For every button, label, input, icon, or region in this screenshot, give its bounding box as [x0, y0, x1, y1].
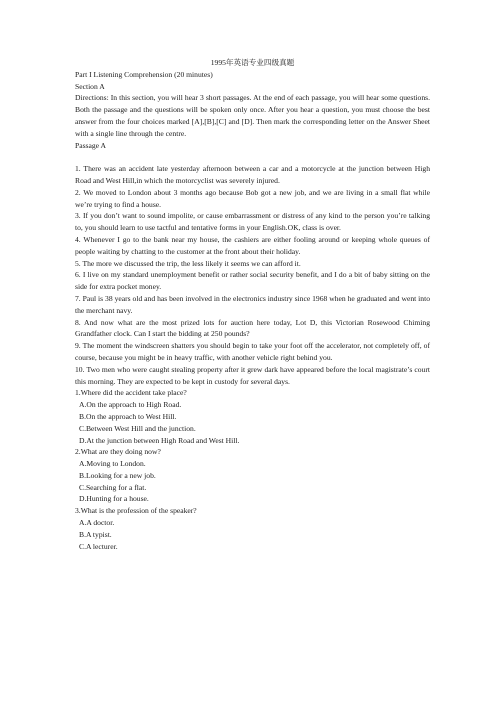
sentence-item: 1. There was an accident late yesterday afternoon between a car and a motorcycle at the junction between High Road and West Hill,in which the motorcyclist was severely injured.: [75, 164, 430, 185]
answer-option: A.A doctor.: [79, 518, 115, 528]
passage-heading: Passage A: [75, 140, 107, 150]
blank-line: [75, 151, 430, 163]
sentence-item: 7. Paul is 38 years old and has been involved in the electronics industry since 1968 when he graduated and went into the merchant navy.: [75, 293, 430, 315]
sentence-item: 10. Two men who were caught stealing property after it grew dark have appeared before the local magistrate’s court this morning. They are expected to be kept in custody for several days.: [75, 364, 430, 386]
question-stem: 1.Where did the accident take place?: [75, 388, 187, 398]
sentence-item: 9. The moment the windscreen shatters you should begin to take your foot off the accelerator, not completely off, of course, because you might be in heavy traffic, with another vehicle right behind you.: [75, 341, 430, 362]
question-item: [75, 446, 430, 505]
sentence-item: 2. We moved to London about 3 months ago because Bob got a new job, and we are living in a small flat while we’re trying to find a house.: [75, 187, 430, 209]
directions-paragraph: Directions: In this section, you will hear 3 short passages. At the end of each passage, you will hear some questions. Both the passage and the questions will be spoken only once. After you hear a question, you must choose the best answer from the four choices marked [A],[B],[C] and [D]. Then mark the corresponding letter on the Answer Sheet with a single line through the centre.: [75, 93, 430, 138]
sentence-item: 3. If you don’t want to sound impolite, or cause embarrassment or distress of any kind to the person you’re talking to, you should learn to use tactful and tentative forms in your English.OK, class is over.: [75, 211, 430, 233]
answer-option: B.A typist.: [79, 529, 112, 539]
answer-option: D.At the junction between High Road and West Hill.: [79, 435, 240, 445]
sentence-item: 6. I live on my standard unemployment benefit or rather social security benefit, and I do a bit of baby sitting on the side for extra pocket money.: [75, 270, 430, 292]
part-heading: Part I Listening Comprehension (20 minutes): [75, 69, 213, 79]
question-item: [75, 387, 430, 446]
answer-option: C.Searching for a flat.: [79, 482, 147, 492]
question-list: [75, 387, 430, 552]
question-stem: 2.What are they doing now?: [75, 447, 161, 457]
answer-option: A.On the approach to High Road.: [79, 400, 182, 410]
answer-option: D.Hunting for a house.: [79, 494, 149, 504]
section-heading: Section A: [75, 81, 105, 91]
sentence-item: 4. Whenever I go to the bank near my house, the cashiers are either fooling around or keeping whole queues of people waiting by chatting to the customer at the front about their holiday.: [75, 234, 430, 256]
sentence-item: 8. And now what are the most prized lots for auction here today, Lot D, this Victorian Rosewood Chiming Grandfather clock. Can I start the bidding at 250 pounds?: [75, 317, 430, 339]
sentence-item: 5. The more we discussed the trip, the less likely it seems we can afford it.: [75, 258, 301, 268]
answer-option: B.Looking for a new job.: [79, 470, 156, 480]
answer-option: A.Moving to London.: [79, 459, 146, 469]
answer-option: C.Between West Hill and the junction.: [79, 423, 196, 433]
answer-option: C.A lecturer.: [79, 541, 118, 551]
document-title: 1995年英语专业四级真题: [210, 58, 295, 67]
answer-option: B.On the approach to West Hill.: [79, 411, 177, 421]
question-item: [75, 505, 430, 552]
sentence-list: [75, 163, 430, 387]
question-stem: 3.What is the profession of the speaker?: [75, 506, 197, 516]
